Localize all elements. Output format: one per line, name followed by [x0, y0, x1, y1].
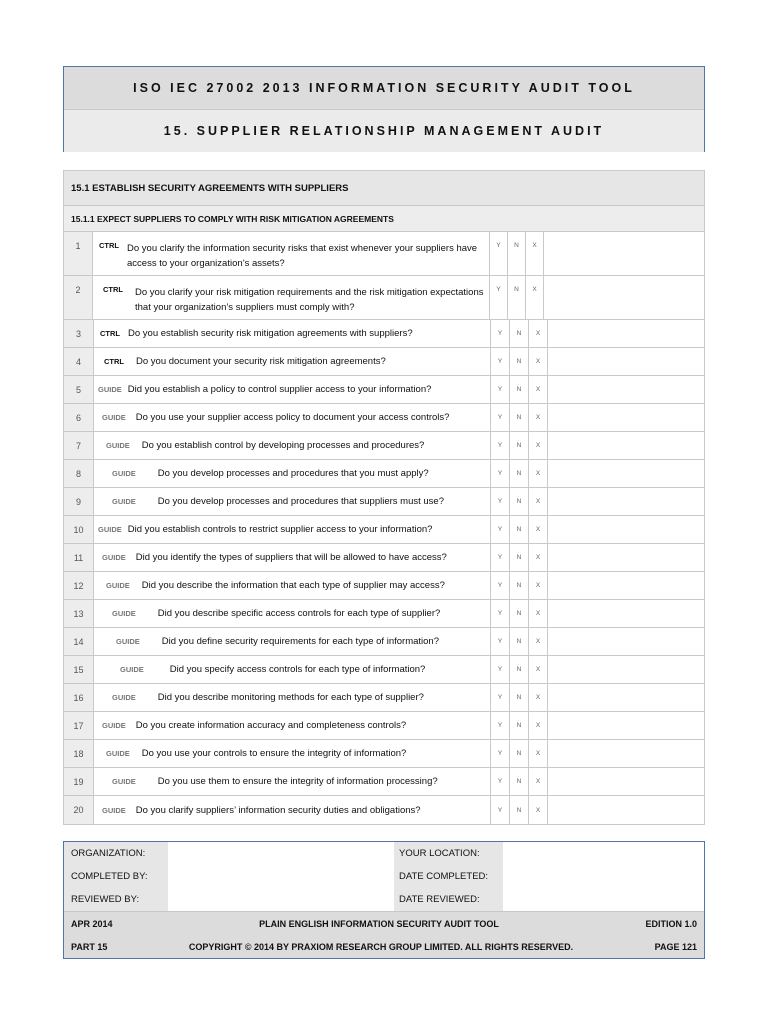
reviewed-by-label: REVIEWED BY:: [64, 888, 168, 911]
answer-no-box[interactable]: N: [510, 488, 529, 515]
question-type-badge: GUIDE: [102, 805, 126, 815]
question-cell: [94, 376, 491, 403]
notes-field[interactable]: [548, 460, 704, 487]
question-cell: [94, 768, 491, 795]
question-type-badge: GUIDE: [112, 777, 136, 786]
organization-field[interactable]: [168, 842, 394, 865]
answer-na-box[interactable]: X: [526, 276, 544, 319]
question-text: Did you describe specific access controls for each type of supplier?: [157, 608, 441, 619]
notes-field[interactable]: [548, 684, 704, 711]
question-cell: [94, 572, 491, 599]
question-type-badge: GUIDE: [116, 637, 140, 646]
answer-yes-box[interactable]: Y: [491, 684, 510, 711]
question-cell: [94, 600, 491, 627]
answer-no-box[interactable]: N: [510, 460, 529, 487]
footer-edition: EDITION 1.0: [645, 918, 697, 929]
answer-na-box[interactable]: X: [529, 488, 548, 515]
question-type-badge: GUIDE: [106, 749, 130, 758]
question-cell: [94, 712, 491, 739]
answer-yes-box[interactable]: Y: [490, 232, 508, 275]
answer-no-box[interactable]: N: [510, 432, 529, 459]
question-row: [64, 684, 704, 712]
question-type-badge: GUIDE: [120, 665, 144, 674]
notes-field[interactable]: [544, 232, 704, 275]
question-type-badge: GUIDE: [112, 609, 136, 618]
question-text: Do you clarify your risk mitigation requirements and the risk mitigation expectations that your organization’s suppliers must comply with?: [135, 287, 484, 313]
question-number: 13: [64, 600, 94, 627]
date-reviewed-field[interactable]: [503, 888, 704, 911]
answer-na-box[interactable]: X: [529, 768, 548, 795]
answer-yes-box[interactable]: Y: [490, 276, 508, 319]
question-number: 12: [64, 572, 94, 599]
question-type-badge: GUIDE: [102, 553, 126, 562]
question-cell: [94, 544, 491, 571]
question-row: [64, 656, 704, 684]
question-type-badge: CTRL: [103, 285, 123, 294]
answer-no-box[interactable]: N: [510, 572, 529, 599]
answer-yes-box[interactable]: Y: [491, 544, 510, 571]
answer-yes-box[interactable]: Y: [491, 376, 510, 403]
question-cell: [94, 796, 491, 824]
question-type-badge: GUIDE: [112, 497, 136, 506]
question-row: [64, 740, 704, 768]
question-type-badge: GUIDE: [106, 581, 130, 590]
footer-row-completed: [64, 865, 704, 888]
answer-no-box[interactable]: N: [510, 348, 529, 375]
answer-na-box[interactable]: X: [529, 320, 548, 347]
date-completed-label: DATE COMPLETED:: [394, 865, 503, 888]
question-text: Do you clarify suppliers’ information security duties and obligations?: [135, 804, 421, 816]
completed-by-label: COMPLETED BY:: [64, 865, 168, 888]
answer-no-box[interactable]: N: [510, 320, 529, 347]
footer-tool-name: PLAIN ENGLISH INFORMATION SECURITY AUDIT TOOL: [259, 918, 499, 929]
question-number: 8: [64, 460, 94, 487]
question-row: [64, 600, 704, 628]
notes-field[interactable]: [548, 600, 704, 627]
question-cell: [93, 276, 490, 319]
question-text: Did you establish a policy to control supplier access to your information?: [127, 384, 432, 395]
answer-na-box[interactable]: X: [529, 740, 548, 767]
answer-yes-box[interactable]: Y: [491, 628, 510, 655]
question-row: [64, 376, 704, 404]
answer-na-box[interactable]: X: [529, 376, 548, 403]
question-type-badge: GUIDE: [112, 469, 136, 478]
answer-na-box[interactable]: X: [529, 684, 548, 711]
question-number: 19: [64, 768, 94, 795]
question-cell: [94, 348, 491, 375]
completed-by-field[interactable]: [168, 865, 394, 888]
question-row: [64, 320, 704, 348]
document-header: [63, 66, 705, 152]
answer-no-box[interactable]: N: [510, 628, 529, 655]
answer-na-box[interactable]: X: [529, 796, 548, 824]
question-number: 16: [64, 684, 94, 711]
answer-no-box[interactable]: N: [510, 376, 529, 403]
answer-yes-box[interactable]: Y: [491, 460, 510, 487]
answer-no-box[interactable]: N: [510, 796, 529, 824]
notes-field[interactable]: [548, 656, 704, 683]
question-type-badge: GUIDE: [102, 413, 126, 422]
answer-yes-box[interactable]: Y: [491, 404, 510, 431]
notes-field[interactable]: [548, 740, 704, 767]
question-number: 7: [64, 432, 94, 459]
question-number: 6: [64, 404, 94, 431]
document-subtitle: 15. SUPPLIER RELATIONSHIP MANAGEMENT AUDIT: [64, 109, 704, 152]
question-cell: [94, 684, 491, 711]
answer-na-box[interactable]: X: [529, 572, 548, 599]
question-text: Do you clarify the information security risks that exist whenever your suppliers have access to your organization’s assets?: [127, 243, 478, 269]
question-row: [64, 232, 704, 276]
notes-field[interactable]: [544, 276, 704, 319]
question-number: 2: [64, 276, 93, 319]
question-row: [64, 768, 704, 796]
question-row: [64, 460, 704, 488]
answer-no-box[interactable]: N: [510, 516, 529, 543]
answer-no-box[interactable]: N: [508, 232, 526, 275]
answer-yes-box[interactable]: Y: [491, 432, 510, 459]
organization-label: ORGANIZATION:: [64, 842, 168, 865]
question-cell: [94, 656, 491, 683]
reviewed-by-field[interactable]: [168, 888, 394, 911]
answer-no-box[interactable]: N: [510, 600, 529, 627]
question-type-badge: CTRL: [104, 357, 124, 366]
question-text: Did you identify the types of suppliers that will be allowed to have access?: [135, 552, 447, 563]
question-row: [64, 572, 704, 600]
question-number: 17: [64, 712, 94, 739]
answer-na-box[interactable]: X: [529, 516, 548, 543]
question-row: [64, 432, 704, 460]
answer-no-box[interactable]: N: [508, 276, 526, 319]
question-cell: [94, 740, 491, 767]
footer-part: PART 15: [71, 941, 108, 952]
question-text: Do you develop processes and procedures that suppliers must use?: [157, 496, 444, 507]
answer-no-box[interactable]: N: [510, 404, 529, 431]
question-number: 14: [64, 628, 94, 655]
answer-yes-box[interactable]: Y: [491, 656, 510, 683]
question-text: Do you document your security risk mitigation agreements?: [136, 356, 386, 367]
answer-yes-box[interactable]: Y: [491, 796, 510, 824]
question-type-badge: GUIDE: [98, 525, 122, 534]
question-text: Did you define security requirements for each type of information?: [161, 636, 439, 647]
answer-na-box[interactable]: X: [529, 544, 548, 571]
footer-copyright-bar: [64, 935, 704, 958]
notes-field[interactable]: [548, 404, 704, 431]
question-type-badge: GUIDE: [106, 441, 130, 450]
question-text: Do you use them to ensure the integrity of information processing?: [157, 776, 438, 787]
answer-na-box[interactable]: X: [529, 404, 548, 431]
question-row: [64, 712, 704, 740]
question-type-badge: CTRL: [100, 329, 120, 338]
question-cell: [93, 232, 490, 275]
answer-na-box[interactable]: X: [529, 656, 548, 683]
notes-field[interactable]: [548, 432, 704, 459]
answer-na-box[interactable]: X: [529, 628, 548, 655]
question-text: Did you specify access controls for each type of information?: [169, 664, 426, 675]
answer-yes-box[interactable]: Y: [491, 712, 510, 739]
question-cell: [94, 628, 491, 655]
question-row: [64, 348, 704, 376]
question-number: 10: [64, 516, 94, 543]
answer-no-box[interactable]: N: [510, 656, 529, 683]
question-number: 15: [64, 656, 94, 683]
date-completed-field[interactable]: [503, 865, 704, 888]
question-cell: [94, 460, 491, 487]
answer-no-box[interactable]: N: [510, 684, 529, 711]
question-number: 4: [64, 348, 94, 375]
question-number: 20: [64, 796, 94, 824]
footer-date: APR 2014: [71, 918, 113, 929]
subsection-title: 15.1.1 EXPECT SUPPLIERS TO COMPLY WITH RISK MITIGATION AGREEMENTS: [64, 206, 704, 232]
answer-na-box[interactable]: X: [529, 432, 548, 459]
footer-row-organization: [64, 842, 704, 865]
answer-yes-box[interactable]: Y: [491, 768, 510, 795]
answer-yes-box[interactable]: Y: [491, 740, 510, 767]
answer-no-box[interactable]: N: [510, 712, 529, 739]
answer-na-box[interactable]: X: [529, 600, 548, 627]
question-cell: [94, 320, 491, 347]
question-number: 5: [64, 376, 94, 403]
question-text: Do you develop processes and procedures that you must apply?: [157, 468, 429, 479]
question-number: 18: [64, 740, 94, 767]
answer-na-box[interactable]: X: [529, 712, 548, 739]
answer-yes-box[interactable]: Y: [491, 488, 510, 515]
question-type-badge: GUIDE: [102, 721, 126, 730]
question-text: Do you establish security risk mitigation agreements with suppliers?: [128, 328, 413, 339]
question-text: Did you describe monitoring methods for each type of supplier?: [157, 692, 424, 703]
question-row: [64, 516, 704, 544]
question-type-badge: GUIDE: [112, 693, 136, 702]
answer-yes-box[interactable]: Y: [491, 516, 510, 543]
answer-no-box[interactable]: N: [510, 544, 529, 571]
question-row: [64, 796, 704, 824]
answer-yes-box[interactable]: Y: [491, 600, 510, 627]
audit-table: [63, 170, 705, 825]
question-row: [64, 404, 704, 432]
answer-yes-box[interactable]: Y: [491, 572, 510, 599]
notes-field[interactable]: [548, 796, 704, 824]
answer-na-box[interactable]: X: [529, 460, 548, 487]
answer-no-box[interactable]: N: [510, 768, 529, 795]
question-text: Do you use your supplier access policy to document your access controls?: [135, 412, 450, 423]
question-cell: [94, 432, 491, 459]
question-cell: [94, 516, 491, 543]
answer-yes-box[interactable]: Y: [491, 320, 510, 347]
notes-field[interactable]: [548, 712, 704, 739]
footer-row-reviewed: [64, 888, 704, 911]
notes-field[interactable]: [548, 348, 704, 375]
question-cell: [94, 404, 491, 431]
document-title: ISO IEC 27002 2013 INFORMATION SECURITY AUDIT TOOL: [64, 67, 704, 109]
question-text: Did you establish controls to restrict supplier access to your information?: [127, 524, 433, 535]
location-field[interactable]: [503, 842, 704, 865]
footer-info-bar: [64, 911, 704, 935]
question-text: Do you establish control by developing processes and procedures?: [141, 440, 425, 451]
notes-field[interactable]: [548, 320, 704, 347]
notes-field[interactable]: [548, 572, 704, 599]
question-text: Did you describe the information that each type of supplier may access?: [141, 580, 445, 591]
notes-field[interactable]: [548, 488, 704, 515]
question-cell: [94, 488, 491, 515]
answer-no-box[interactable]: N: [510, 740, 529, 767]
question-number: 9: [64, 488, 94, 515]
question-text: Do you create information accuracy and completeness controls?: [135, 720, 407, 731]
footer-page: PAGE 121: [654, 941, 697, 952]
date-reviewed-label: DATE REVIEWED:: [394, 888, 503, 911]
notes-field[interactable]: [548, 544, 704, 571]
question-text: Do you use your controls to ensure the integrity of information?: [141, 748, 407, 759]
question-row: [64, 488, 704, 516]
question-number: 1: [64, 232, 93, 275]
document-footer: [63, 841, 705, 959]
question-list: [64, 232, 704, 824]
notes-field[interactable]: [548, 376, 704, 403]
location-label: YOUR LOCATION:: [394, 842, 503, 865]
notes-field[interactable]: [548, 768, 704, 795]
notes-field[interactable]: [548, 516, 704, 543]
section-title: 15.1 ESTABLISH SECURITY AGREEMENTS WITH SUPPLIERS: [64, 171, 704, 206]
question-type-badge: CTRL: [99, 241, 119, 250]
question-number: 3: [64, 320, 94, 347]
question-type-badge: GUIDE: [98, 385, 122, 394]
question-row: [64, 628, 704, 656]
answer-yes-box[interactable]: Y: [491, 348, 510, 375]
question-row: [64, 544, 704, 572]
footer-copyright: COPYRIGHT © 2014 BY PRAXIOM RESEARCH GROUP LIMITED. ALL RIGHTS RESERVED.: [188, 941, 574, 952]
answer-na-box[interactable]: X: [526, 232, 544, 275]
notes-field[interactable]: [548, 628, 704, 655]
question-number: 11: [64, 544, 94, 571]
question-row: [64, 276, 704, 320]
answer-na-box[interactable]: X: [529, 348, 548, 375]
